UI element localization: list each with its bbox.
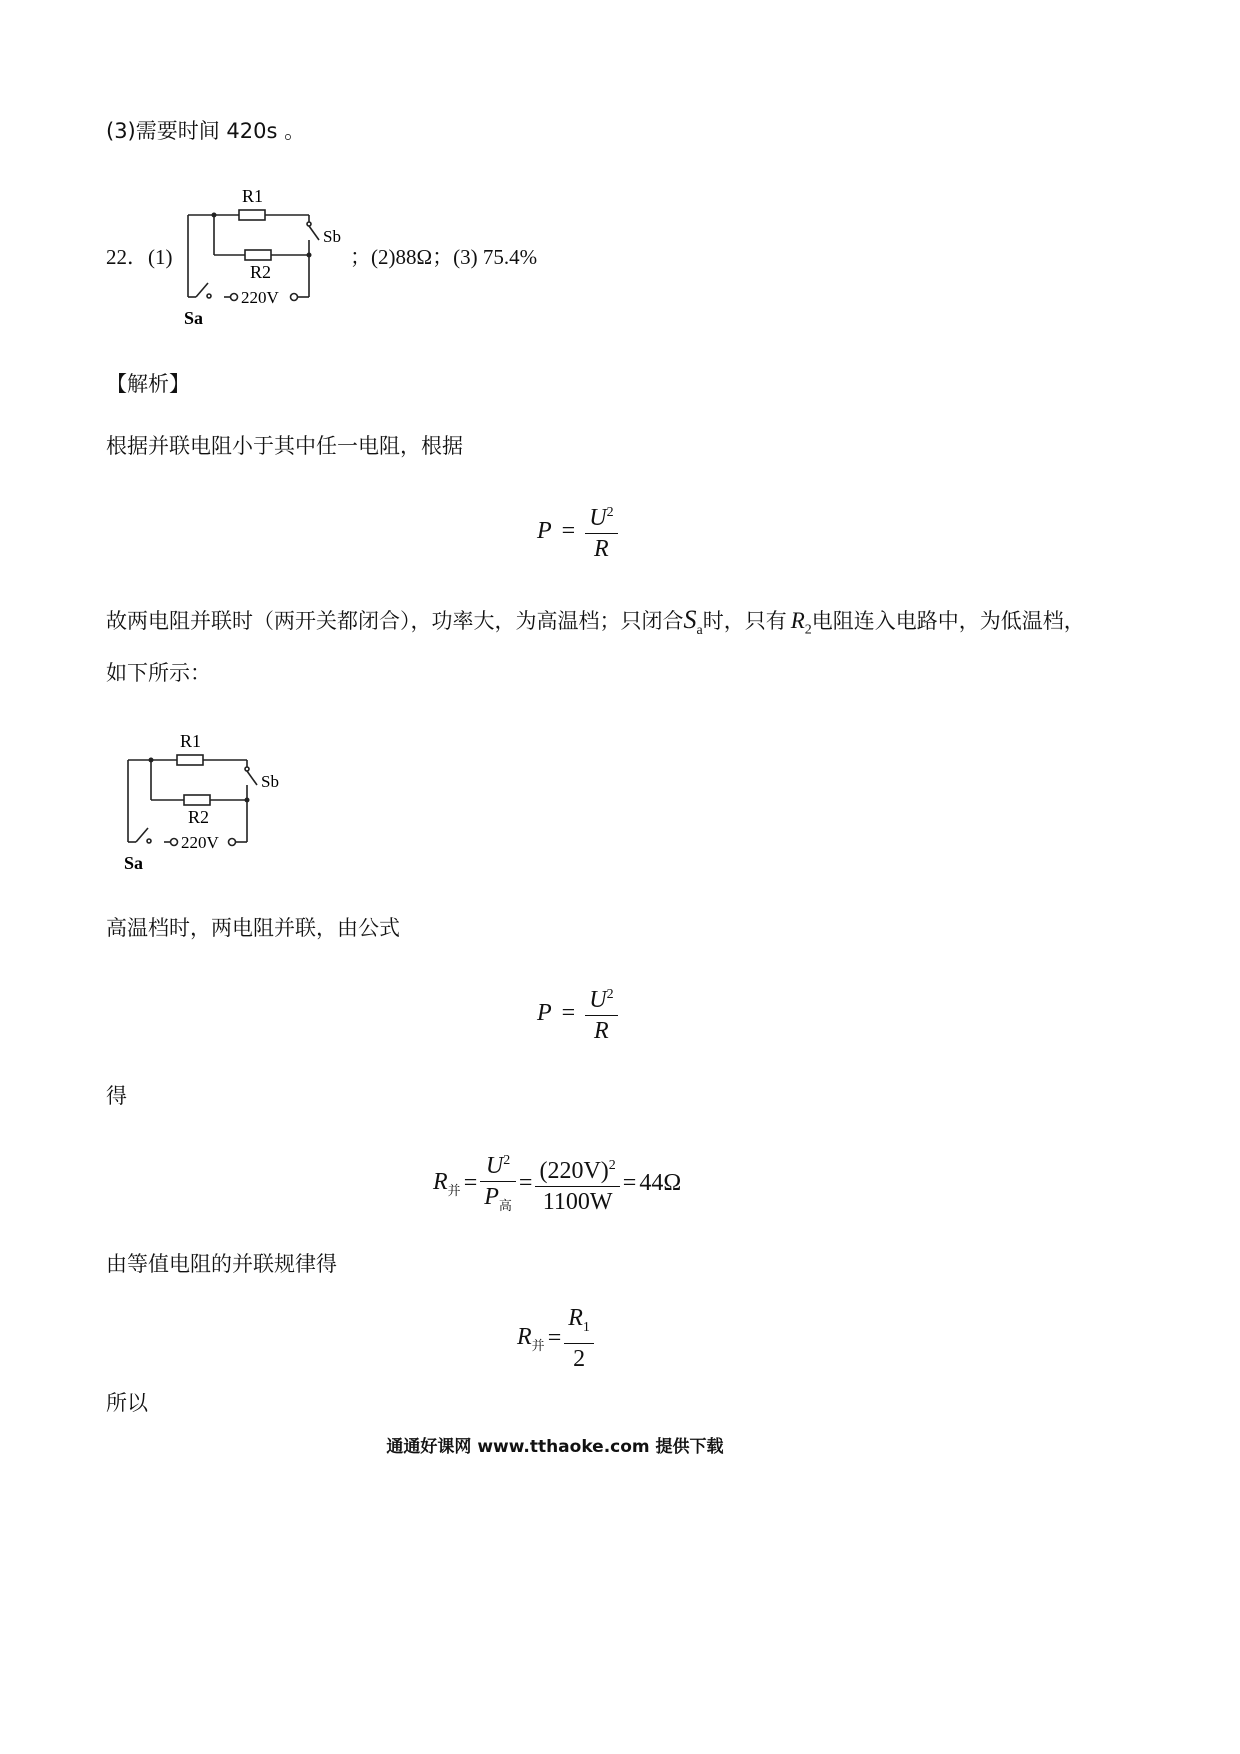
formula-power-2 [537,980,618,1046]
label-r1: R1 [242,186,264,206]
q22-number: 22．(1) [106,245,173,269]
paragraph-4: 由等值电阻的并联规律得 [106,1252,337,1276]
formula-resistance: $R_并$ = $\frac{U^2}{P_高}$ = $\frac{(220V)^2}{1100W}$ = 44Ω [433,1146,681,1222]
page-footer: 通通好课网 www.tthaoke.com 提供下载 [386,1437,724,1457]
formula-power-1 [537,498,618,564]
label-r2: R2 [188,807,210,827]
circuit-diagram-2 [118,725,288,875]
circuit-diagram-1 [178,180,348,330]
formula-fraction-r1-2: $\frac{R_1}{2}$ [564,1303,594,1374]
switch-sa-icon [196,283,208,297]
jiexi-heading: 【解析】 [106,372,190,396]
answer-3-line: (3)需要时间 420s 。 [106,119,306,143]
formula-var-p: P [537,517,552,544]
var-sa: $S_a$ [683,605,703,639]
paragraph-2 [106,607,1085,644]
formula-var-r: $R_并$ [517,1323,545,1354]
formula-fraction-u-p: $\frac{U^2}{P_高}$ [480,1146,516,1222]
paragraph-2-text-c: 电阻连入电路中，为低温档， [811,609,1085,633]
formula-fraction: $\frac{U^2}{R}$ [585,980,617,1046]
label-sa: Sa [124,853,144,873]
switch-sb-icon [309,226,319,240]
formula-fraction-values: $\frac{(220V)^2}{1100W}$ [535,1151,619,1217]
paragraph-2-line-2: 如下所示： [106,661,211,685]
paragraph-1: 根据并联电阻小于其中任一电阻，根据 [106,434,463,458]
q22-rest: ；(2)88Ω；(3) 75.4% [350,245,538,269]
formula-fraction: $\frac{U^2}{R}$ [585,498,617,564]
label-sb: Sb [261,772,279,791]
formula-result: 44Ω [639,1170,682,1197]
label-r2: R2 [250,262,272,282]
label-r1: R1 [180,731,202,751]
label-220v: 220V [241,288,279,307]
formula-parallel-equal: $R_并$ = $\frac{R_1}{2}$ [517,1303,594,1374]
paragraph-3: 高温档时，两电阻并联，由公式 [106,916,400,940]
resistor-r1-icon [239,210,265,220]
formula-equals: = [561,517,576,544]
var-r2: $R_2$ [790,608,812,638]
label-sa: Sa [184,308,204,328]
suoyi-text: 所以 [106,1391,148,1415]
paragraph-2-text-b: 时，只有 [702,609,787,633]
resistor-r2-icon [245,250,271,260]
formula-equals: = [561,999,576,1026]
label-sb: Sb [323,227,341,246]
formula-var-r: $R_并$ [433,1169,461,1199]
de-text: 得 [106,1084,127,1108]
label-220v: 220V [181,833,219,852]
formula-var-p: P [537,999,552,1026]
paragraph-2-text-a: 故两电阻并联时（两开关都闭合），功率大，为高温档；只闭合 [106,609,684,633]
